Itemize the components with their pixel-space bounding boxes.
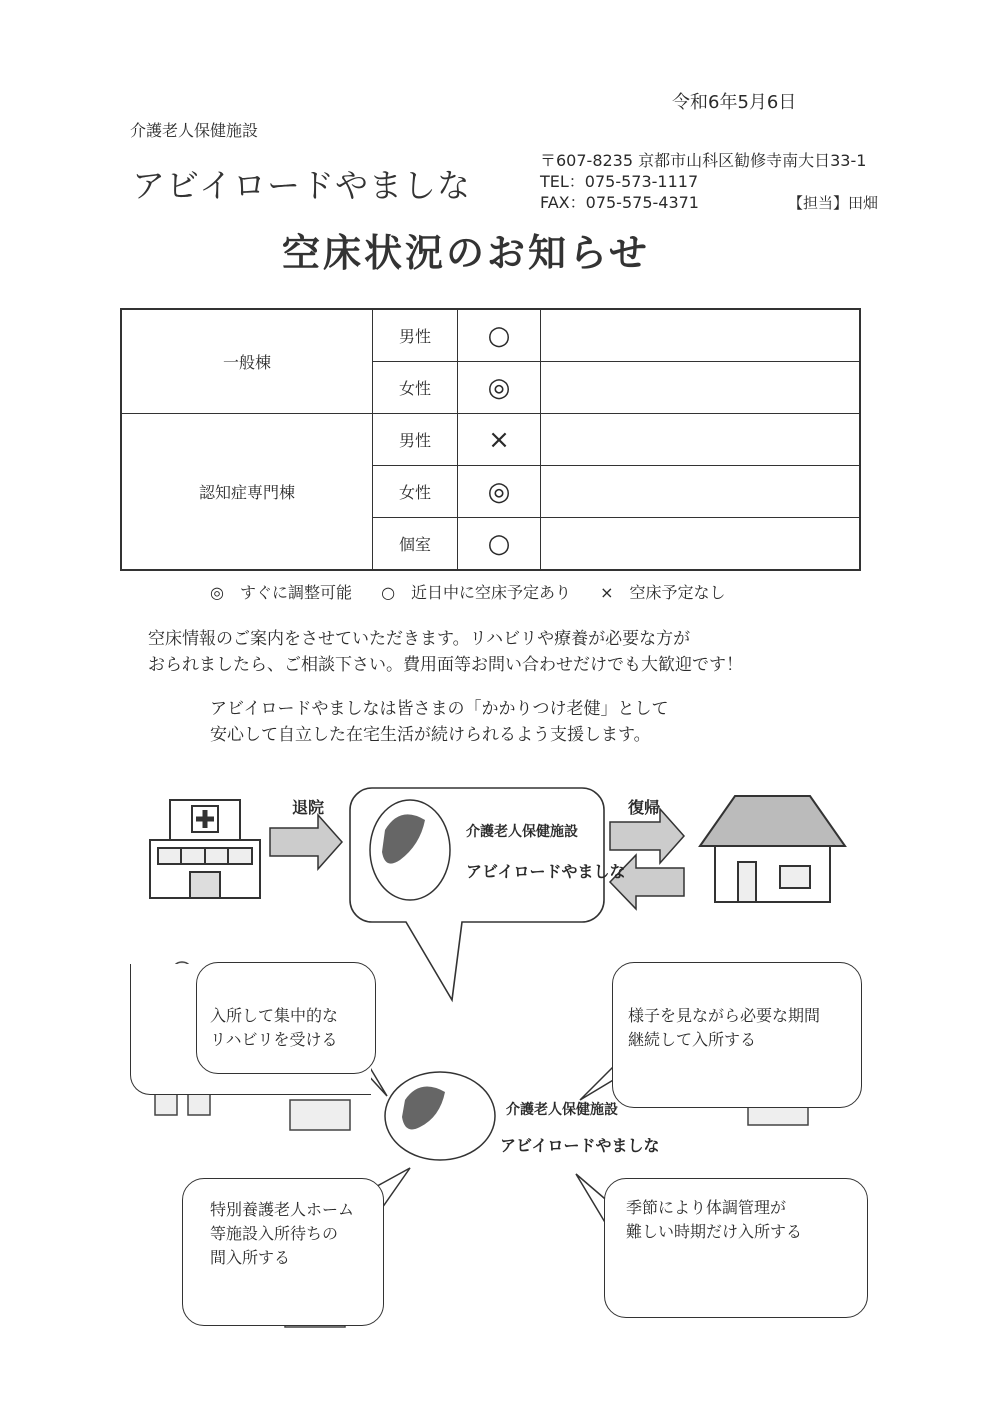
bubble-text-season <box>626 1196 802 1244</box>
message-line: 安心して自立した在宅生活が続けられるよう支援します。 <box>210 725 651 745</box>
bubble-text-waiting <box>210 1198 354 1270</box>
row-label: 個室 <box>373 518 458 571</box>
bubble-text-continue <box>628 1004 820 1052</box>
row-label: 男性 <box>373 414 458 466</box>
status-mark: ◎ <box>458 362 541 414</box>
bubble-line: 間入所する <box>210 1248 291 1267</box>
status-mark: ○ <box>458 518 541 571</box>
legend-item-available: ◎ すぐに調整可能 <box>210 583 352 602</box>
logo-name: アビイロードやましな <box>500 1136 660 1155</box>
discharge-label: 退院 <box>292 798 325 817</box>
message-line: おられましたら、ご相談下さい。費用面等お問い合わせだけでも大歓迎です！ <box>148 655 743 675</box>
contact-person: 【担当】田畑 <box>788 194 879 212</box>
facility-name: アビイロードやましな <box>132 166 472 205</box>
status-mark: ○ <box>458 309 541 362</box>
return-label: 復帰 <box>628 798 661 817</box>
ward-name: 一般棟 <box>121 309 373 414</box>
page-title: 空床状況のお知らせ <box>282 231 650 275</box>
bubble-line: 難しい時期だけ入所する <box>626 1222 803 1241</box>
logo-name: アビイロードやましな <box>466 862 626 881</box>
message-line: 空床情報のご案内をさせていただきます。リハビリや療養が必要な方が <box>148 629 691 649</box>
bubble-line: 入所して集中的な <box>210 1006 339 1025</box>
legend-item-none: × 空床予定なし <box>600 583 726 602</box>
status-mark: ◎ <box>458 466 541 518</box>
bubble-line: 季節により体調管理が <box>626 1198 787 1217</box>
legend-item-soon: ○ 近日中に空床予定あり <box>381 583 572 602</box>
bubble-line: 等施設入所待ちの <box>210 1224 339 1243</box>
row-label: 女性 <box>373 466 458 518</box>
bubble-text-rehab <box>210 1004 338 1052</box>
bubble-line: 継続して入所する <box>628 1030 757 1049</box>
notice-date: 令和6年5月6日 <box>672 92 797 113</box>
fax: FAX：075-575-4371 <box>540 193 699 212</box>
hospital-icon <box>150 800 260 898</box>
tel: TEL：075-573-1117 <box>540 172 699 191</box>
bubble-line: リハビリを受ける <box>210 1030 338 1049</box>
logo-subtitle: 介護老人保健施設 <box>506 1102 618 1118</box>
arrow-right-icon <box>270 815 342 869</box>
row-label: 男性 <box>373 309 458 362</box>
logo-emblem <box>385 1072 495 1160</box>
logo-subtitle: 介護老人保健施設 <box>466 824 578 840</box>
status-mark: × <box>458 414 541 466</box>
message-line: アビイロードやましなは皆さまの「かかりつけ老健」として <box>210 699 669 719</box>
address: 〒607-8235 京都市山科区勧修寺南大日33-1 <box>540 151 867 170</box>
facility-type: 介護老人保健施設 <box>130 121 259 140</box>
house-icon <box>700 796 845 902</box>
ward-name: 認知症専門棟 <box>121 414 373 571</box>
bubble-line: 様子を見ながら必要な期間 <box>628 1006 821 1025</box>
row-label: 女性 <box>373 362 458 414</box>
bubble-line: 特別養護老人ホーム <box>210 1200 355 1219</box>
